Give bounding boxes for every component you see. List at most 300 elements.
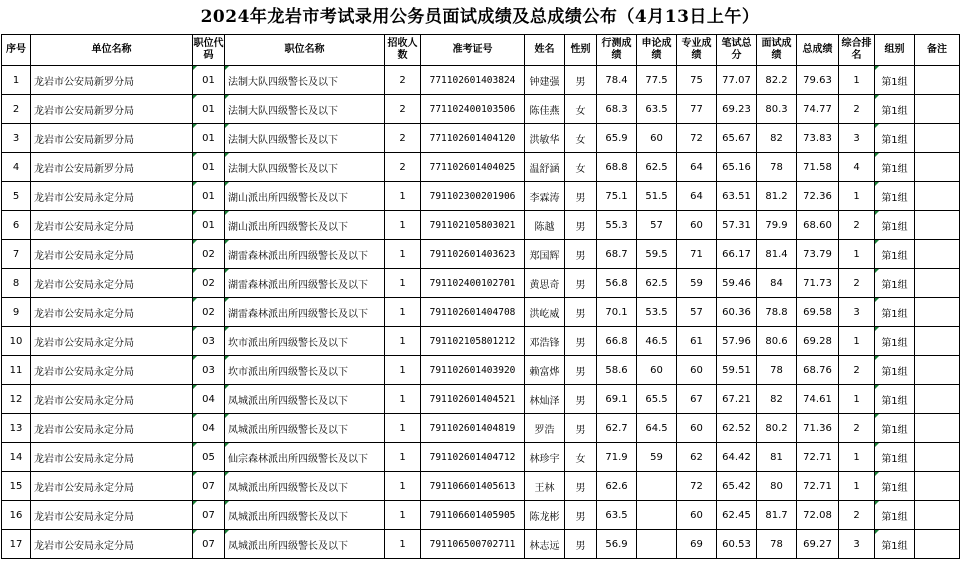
- cell-group: 第1组: [875, 95, 915, 124]
- cell-interview-score: 82: [757, 385, 797, 414]
- cell-exam-id: 791102300201906: [421, 182, 525, 211]
- header-col-interview-score: 面试成绩: [757, 35, 797, 66]
- cell-essay-score: 46.5: [637, 327, 677, 356]
- cell-remarks: [915, 95, 960, 124]
- cell-seq: 10: [2, 327, 31, 356]
- cell-position-code: 01: [193, 66, 225, 95]
- cell-rank: 2: [839, 211, 875, 240]
- header-col-rank: 综合排名: [839, 35, 875, 66]
- cell-remarks: [915, 182, 960, 211]
- cell-unit-name: 龙岩市公安局新罗分局: [31, 95, 193, 124]
- cell-group: 第1组: [875, 182, 915, 211]
- cell-interview-score: 78: [757, 153, 797, 182]
- cell-rank: 3: [839, 298, 875, 327]
- cell-major-score: 60: [677, 356, 717, 385]
- cell-written-total: 65.67: [717, 124, 757, 153]
- cell-position-name: 凤城派出所四级警长及以下: [225, 414, 385, 443]
- cell-written-total: 67.21: [717, 385, 757, 414]
- cell-unit-name: 龙岩市公安局永定分局: [31, 269, 193, 298]
- cell-seq: 17: [2, 530, 31, 559]
- cell-essay-score: 77.5: [637, 66, 677, 95]
- cell-interview-score: 82: [757, 124, 797, 153]
- cell-remarks: [915, 298, 960, 327]
- cell-essay-score: 51.5: [637, 182, 677, 211]
- cell-quota: 1: [385, 356, 421, 385]
- cell-position-name: 法制大队四级警长及以下: [225, 95, 385, 124]
- cell-major-score: 64: [677, 153, 717, 182]
- cell-position-name: 法制大队四级警长及以下: [225, 124, 385, 153]
- cell-essay-score: [637, 501, 677, 530]
- table-row: [2, 298, 960, 327]
- cell-interview-score: 80.6: [757, 327, 797, 356]
- table-row: [2, 211, 960, 240]
- cell-remarks: [915, 443, 960, 472]
- cell-interview-score: 78: [757, 530, 797, 559]
- cell-group: 第1组: [875, 327, 915, 356]
- cell-aptitude-score: 58.6: [597, 356, 637, 385]
- cell-remarks: [915, 153, 960, 182]
- cell-gender: 男: [565, 530, 597, 559]
- cell-essay-score: 59: [637, 443, 677, 472]
- cell-rank: 2: [839, 356, 875, 385]
- cell-total-score: 72.71: [797, 443, 839, 472]
- cell-name: 林志远: [525, 530, 565, 559]
- cell-name: 陈越: [525, 211, 565, 240]
- cell-quota: 1: [385, 501, 421, 530]
- cell-position-code: 02: [193, 298, 225, 327]
- cell-rank: 2: [839, 269, 875, 298]
- header-col-exam-id: 准考证号: [421, 35, 525, 66]
- cell-total-score: 74.61: [797, 385, 839, 414]
- cell-aptitude-score: 56.9: [597, 530, 637, 559]
- cell-total-score: 74.77: [797, 95, 839, 124]
- cell-interview-score: 80.3: [757, 95, 797, 124]
- cell-total-score: 72.36: [797, 182, 839, 211]
- cell-major-score: 60: [677, 414, 717, 443]
- cell-seq: 14: [2, 443, 31, 472]
- cell-written-total: 63.51: [717, 182, 757, 211]
- cell-written-total: 77.07: [717, 66, 757, 95]
- cell-major-score: 57: [677, 298, 717, 327]
- cell-unit-name: 龙岩市公安局永定分局: [31, 385, 193, 414]
- header-col-essay-score: 申论成绩: [637, 35, 677, 66]
- cell-total-score: 71.36: [797, 414, 839, 443]
- table-row: [2, 95, 960, 124]
- cell-remarks: [915, 269, 960, 298]
- cell-name: 王林: [525, 472, 565, 501]
- header-col-quota: 招收人数: [385, 35, 421, 66]
- cell-group: 第1组: [875, 153, 915, 182]
- cell-unit-name: 龙岩市公安局永定分局: [31, 182, 193, 211]
- cell-quota: 1: [385, 240, 421, 269]
- cell-name: 林珍宇: [525, 443, 565, 472]
- table-row: [2, 182, 960, 211]
- cell-gender: 男: [565, 356, 597, 385]
- cell-essay-score: 63.5: [637, 95, 677, 124]
- cell-gender: 男: [565, 240, 597, 269]
- table-row: [2, 501, 960, 530]
- cell-unit-name: 龙岩市公安局永定分局: [31, 472, 193, 501]
- cell-interview-score: 81.7: [757, 501, 797, 530]
- cell-aptitude-score: 71.9: [597, 443, 637, 472]
- table-row: [2, 414, 960, 443]
- cell-position-name: 凤城派出所四级警长及以下: [225, 385, 385, 414]
- header-row: [2, 35, 960, 66]
- cell-quota: 2: [385, 66, 421, 95]
- cell-position-code: 01: [193, 211, 225, 240]
- cell-exam-id: 791102601404819: [421, 414, 525, 443]
- cell-seq: 3: [2, 124, 31, 153]
- cell-interview-score: 84: [757, 269, 797, 298]
- cell-seq: 5: [2, 182, 31, 211]
- cell-quota: 1: [385, 530, 421, 559]
- header-col-position-code: 职位代码: [193, 35, 225, 66]
- cell-written-total: 60.36: [717, 298, 757, 327]
- cell-major-score: 77: [677, 95, 717, 124]
- cell-total-score: 69.28: [797, 327, 839, 356]
- cell-essay-score: 62.5: [637, 269, 677, 298]
- cell-rank: 1: [839, 182, 875, 211]
- cell-total-score: 73.83: [797, 124, 839, 153]
- cell-major-score: 59: [677, 269, 717, 298]
- cell-rank: 1: [839, 385, 875, 414]
- cell-seq: 13: [2, 414, 31, 443]
- table-header: [2, 35, 960, 66]
- cell-seq: 15: [2, 472, 31, 501]
- cell-aptitude-score: 55.3: [597, 211, 637, 240]
- cell-group: 第1组: [875, 414, 915, 443]
- cell-name: 陈佳燕: [525, 95, 565, 124]
- cell-name: 温舒涵: [525, 153, 565, 182]
- cell-seq: 11: [2, 356, 31, 385]
- cell-major-score: 71: [677, 240, 717, 269]
- cell-aptitude-score: 62.6: [597, 472, 637, 501]
- cell-group: 第1组: [875, 240, 915, 269]
- cell-written-total: 62.52: [717, 414, 757, 443]
- cell-position-code: 05: [193, 443, 225, 472]
- cell-essay-score: [637, 530, 677, 559]
- cell-rank: 4: [839, 153, 875, 182]
- cell-major-score: 62: [677, 443, 717, 472]
- table-row: [2, 472, 960, 501]
- cell-gender: 女: [565, 95, 597, 124]
- cell-aptitude-score: 56.8: [597, 269, 637, 298]
- cell-major-score: 72: [677, 472, 717, 501]
- cell-seq: 6: [2, 211, 31, 240]
- cell-quota: 1: [385, 182, 421, 211]
- cell-remarks: [915, 472, 960, 501]
- cell-exam-id: 791106601405905: [421, 501, 525, 530]
- cell-remarks: [915, 385, 960, 414]
- cell-unit-name: 龙岩市公安局永定分局: [31, 327, 193, 356]
- table-row: [2, 269, 960, 298]
- cell-essay-score: 64.5: [637, 414, 677, 443]
- cell-gender: 女: [565, 124, 597, 153]
- cell-name: 陈龙彬: [525, 501, 565, 530]
- cell-exam-id: 771102601404025: [421, 153, 525, 182]
- cell-essay-score: 60: [637, 124, 677, 153]
- cell-gender: 男: [565, 501, 597, 530]
- cell-position-name: 湖雷森林派出所四级警长及以下: [225, 298, 385, 327]
- cell-group: 第1组: [875, 385, 915, 414]
- cell-name: 洪屹威: [525, 298, 565, 327]
- cell-remarks: [915, 240, 960, 269]
- cell-exam-id: 791102400102701: [421, 269, 525, 298]
- cell-written-total: 60.53: [717, 530, 757, 559]
- table-row: [2, 327, 960, 356]
- cell-position-name: 凤城派出所四级警长及以下: [225, 530, 385, 559]
- cell-group: 第1组: [875, 211, 915, 240]
- cell-total-score: 72.71: [797, 472, 839, 501]
- cell-position-code: 07: [193, 501, 225, 530]
- cell-exam-id: 791102601403920: [421, 356, 525, 385]
- cell-aptitude-score: 62.7: [597, 414, 637, 443]
- cell-group: 第1组: [875, 530, 915, 559]
- table-row: [2, 153, 960, 182]
- page-title: 2024年龙岩市考试录用公务员面试成绩及总成绩公布（4月13日上午）: [200, 7, 760, 27]
- cell-group: 第1组: [875, 472, 915, 501]
- cell-position-name: 湖山派出所四级警长及以下: [225, 211, 385, 240]
- cell-total-score: 69.58: [797, 298, 839, 327]
- cell-quota: 2: [385, 124, 421, 153]
- cell-seq: 2: [2, 95, 31, 124]
- cell-aptitude-score: 75.1: [597, 182, 637, 211]
- cell-group: 第1组: [875, 269, 915, 298]
- cell-name: 郑国辉: [525, 240, 565, 269]
- cell-position-code: 01: [193, 153, 225, 182]
- cell-exam-id: 791106601405613: [421, 472, 525, 501]
- cell-essay-score: 62.5: [637, 153, 677, 182]
- cell-gender: 男: [565, 414, 597, 443]
- cell-written-total: 66.17: [717, 240, 757, 269]
- header-col-group: 组别: [875, 35, 915, 66]
- cell-major-score: 75: [677, 66, 717, 95]
- cell-group: 第1组: [875, 298, 915, 327]
- cell-essay-score: 59.5: [637, 240, 677, 269]
- header-col-unit-name: 单位名称: [31, 35, 193, 66]
- cell-position-code: 04: [193, 385, 225, 414]
- cell-position-code: 07: [193, 472, 225, 501]
- cell-seq: 16: [2, 501, 31, 530]
- cell-position-code: 02: [193, 240, 225, 269]
- cell-position-name: 湖雷森林派出所四级警长及以下: [225, 240, 385, 269]
- cell-unit-name: 龙岩市公安局永定分局: [31, 298, 193, 327]
- cell-gender: 男: [565, 211, 597, 240]
- cell-interview-score: 81: [757, 443, 797, 472]
- cell-unit-name: 龙岩市公安局永定分局: [31, 501, 193, 530]
- cell-seq: 12: [2, 385, 31, 414]
- table-row: [2, 530, 960, 559]
- cell-name: 洪敏华: [525, 124, 565, 153]
- cell-position-code: 02: [193, 269, 225, 298]
- cell-aptitude-score: 68.7: [597, 240, 637, 269]
- cell-gender: 男: [565, 182, 597, 211]
- cell-rank: 1: [839, 327, 875, 356]
- cell-exam-id: 771102400103506: [421, 95, 525, 124]
- cell-rank: 3: [839, 530, 875, 559]
- cell-major-score: 64: [677, 182, 717, 211]
- cell-unit-name: 龙岩市公安局新罗分局: [31, 124, 193, 153]
- table-row: [2, 443, 960, 472]
- table-row: [2, 240, 960, 269]
- cell-unit-name: 龙岩市公安局永定分局: [31, 356, 193, 385]
- cell-remarks: [915, 211, 960, 240]
- cell-position-name: 湖山派出所四级警长及以下: [225, 182, 385, 211]
- cell-aptitude-score: 66.8: [597, 327, 637, 356]
- cell-exam-id: 791102105801212: [421, 327, 525, 356]
- cell-group: 第1组: [875, 501, 915, 530]
- cell-exam-id: 791102601404708: [421, 298, 525, 327]
- cell-total-score: 71.58: [797, 153, 839, 182]
- cell-aptitude-score: 68.3: [597, 95, 637, 124]
- cell-seq: 1: [2, 66, 31, 95]
- cell-seq: 7: [2, 240, 31, 269]
- cell-name: 钟建强: [525, 66, 565, 95]
- cell-total-score: 68.60: [797, 211, 839, 240]
- cell-quota: 1: [385, 298, 421, 327]
- cell-quota: 1: [385, 472, 421, 501]
- cell-rank: 1: [839, 66, 875, 95]
- cell-position-name: 湖雷森林派出所四级警长及以下: [225, 269, 385, 298]
- cell-total-score: 72.08: [797, 501, 839, 530]
- cell-rank: 1: [839, 472, 875, 501]
- cell-major-score: 72: [677, 124, 717, 153]
- cell-written-total: 57.31: [717, 211, 757, 240]
- cell-position-code: 03: [193, 327, 225, 356]
- cell-unit-name: 龙岩市公安局永定分局: [31, 240, 193, 269]
- cell-gender: 女: [565, 153, 597, 182]
- cell-major-score: 60: [677, 501, 717, 530]
- cell-exam-id: 771102601403824: [421, 66, 525, 95]
- cell-position-name: 仙宗森林派出所四级警长及以下: [225, 443, 385, 472]
- cell-gender: 男: [565, 327, 597, 356]
- cell-unit-name: 龙岩市公安局新罗分局: [31, 153, 193, 182]
- cell-essay-score: 53.5: [637, 298, 677, 327]
- cell-written-total: 59.51: [717, 356, 757, 385]
- cell-interview-score: 82.2: [757, 66, 797, 95]
- cell-written-total: 65.42: [717, 472, 757, 501]
- cell-interview-score: 79.9: [757, 211, 797, 240]
- cell-position-name: 凤城派出所四级警长及以下: [225, 472, 385, 501]
- table-row: [2, 356, 960, 385]
- cell-name: 赖富烨: [525, 356, 565, 385]
- header-col-seq: 序号: [2, 35, 31, 66]
- cell-name: 罗浩: [525, 414, 565, 443]
- cell-written-total: 69.23: [717, 95, 757, 124]
- cell-written-total: 62.45: [717, 501, 757, 530]
- cell-seq: 9: [2, 298, 31, 327]
- cell-remarks: [915, 501, 960, 530]
- cell-group: 第1组: [875, 443, 915, 472]
- cell-remarks: [915, 124, 960, 153]
- cell-quota: 1: [385, 327, 421, 356]
- results-table: [1, 34, 960, 559]
- table-body: [2, 66, 960, 559]
- cell-group: 第1组: [875, 66, 915, 95]
- cell-aptitude-score: 78.4: [597, 66, 637, 95]
- cell-quota: 1: [385, 414, 421, 443]
- cell-rank: 1: [839, 443, 875, 472]
- cell-essay-score: 60: [637, 356, 677, 385]
- header-col-major-score: 专业成绩: [677, 35, 717, 66]
- cell-exam-id: 771102601404120: [421, 124, 525, 153]
- cell-group: 第1组: [875, 124, 915, 153]
- cell-quota: 1: [385, 269, 421, 298]
- cell-interview-score: 80.2: [757, 414, 797, 443]
- cell-total-score: 79.63: [797, 66, 839, 95]
- cell-major-score: 60: [677, 211, 717, 240]
- cell-interview-score: 81.2: [757, 182, 797, 211]
- cell-quota: 1: [385, 211, 421, 240]
- cell-unit-name: 龙岩市公安局新罗分局: [31, 66, 193, 95]
- cell-gender: 男: [565, 472, 597, 501]
- cell-exam-id: 791102601404521: [421, 385, 525, 414]
- cell-exam-id: 791102601404712: [421, 443, 525, 472]
- cell-written-total: 57.96: [717, 327, 757, 356]
- cell-interview-score: 78: [757, 356, 797, 385]
- cell-essay-score: [637, 472, 677, 501]
- cell-essay-score: 65.5: [637, 385, 677, 414]
- cell-name: 林灿泽: [525, 385, 565, 414]
- cell-total-score: 73.79: [797, 240, 839, 269]
- cell-interview-score: 78.8: [757, 298, 797, 327]
- cell-unit-name: 龙岩市公安局永定分局: [31, 530, 193, 559]
- cell-remarks: [915, 66, 960, 95]
- cell-position-code: 01: [193, 95, 225, 124]
- cell-quota: 2: [385, 95, 421, 124]
- cell-position-code: 01: [193, 182, 225, 211]
- cell-position-code: 03: [193, 356, 225, 385]
- header-col-name: 姓名: [525, 35, 565, 66]
- cell-position-code: 07: [193, 530, 225, 559]
- cell-gender: 女: [565, 443, 597, 472]
- cell-essay-score: 57: [637, 211, 677, 240]
- cell-total-score: 69.27: [797, 530, 839, 559]
- table-row: [2, 385, 960, 414]
- cell-remarks: [915, 414, 960, 443]
- cell-gender: 男: [565, 66, 597, 95]
- cell-aptitude-score: 65.9: [597, 124, 637, 153]
- cell-group: 第1组: [875, 356, 915, 385]
- cell-major-score: 67: [677, 385, 717, 414]
- cell-position-code: 04: [193, 414, 225, 443]
- cell-rank: 2: [839, 414, 875, 443]
- cell-gender: 男: [565, 385, 597, 414]
- cell-aptitude-score: 70.1: [597, 298, 637, 327]
- cell-written-total: 65.16: [717, 153, 757, 182]
- cell-major-score: 61: [677, 327, 717, 356]
- cell-written-total: 64.42: [717, 443, 757, 472]
- cell-unit-name: 龙岩市公安局永定分局: [31, 211, 193, 240]
- cell-remarks: [915, 356, 960, 385]
- cell-written-total: 59.46: [717, 269, 757, 298]
- header-col-remarks: 备注: [915, 35, 960, 66]
- cell-total-score: 71.73: [797, 269, 839, 298]
- cell-name: 李霖涛: [525, 182, 565, 211]
- cell-aptitude-score: 68.8: [597, 153, 637, 182]
- cell-position-name: 凤城派出所四级警长及以下: [225, 501, 385, 530]
- cell-exam-id: 791106500702711: [421, 530, 525, 559]
- cell-unit-name: 龙岩市公安局永定分局: [31, 443, 193, 472]
- cell-rank: 1: [839, 240, 875, 269]
- cell-remarks: [915, 327, 960, 356]
- cell-exam-id: 791102105803021: [421, 211, 525, 240]
- cell-position-name: 法制大队四级警长及以下: [225, 66, 385, 95]
- cell-quota: 1: [385, 443, 421, 472]
- header-col-position-name: 职位名称: [225, 35, 385, 66]
- cell-interview-score: 81.4: [757, 240, 797, 269]
- cell-total-score: 68.76: [797, 356, 839, 385]
